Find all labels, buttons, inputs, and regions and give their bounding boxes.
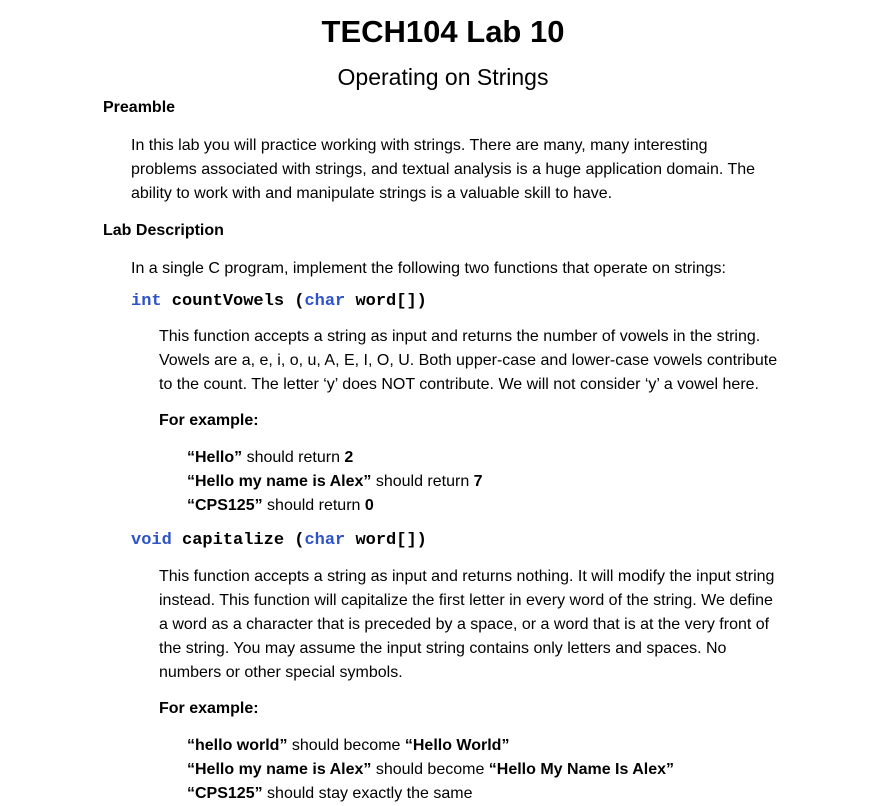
text-line: In this lab you will practice working with strings. There are many, many interesting xyxy=(131,137,708,154)
capitalize-example-heading: For example: xyxy=(159,700,259,717)
countvowels-description xyxy=(159,325,777,397)
document-title: TECH104 Lab 10 xyxy=(321,14,565,49)
text-line: the string. You may assume the input string contains only letters and spaces. No xyxy=(159,640,727,657)
text-line: to the count. The letter ‘y’ does NOT contribute. We will not consider ‘y’ a vowel here. xyxy=(159,376,759,393)
text-line: This function accepts a string as input and returns nothing. It will modify the input string xyxy=(159,568,775,585)
param-name: word[]) xyxy=(345,292,427,311)
capitalize-description xyxy=(159,565,774,685)
preamble-paragraph xyxy=(131,134,755,206)
param-name: word[]) xyxy=(345,531,427,550)
example-line: “Hello” should return 2 xyxy=(187,449,354,466)
param-type-keyword: char xyxy=(304,531,346,550)
type-keyword: int xyxy=(131,292,162,311)
text-line: problems associated with strings, and textual analysis is a huge application domain. The xyxy=(131,161,756,178)
function-signature-countvowels xyxy=(131,292,427,311)
countvowels-examples xyxy=(187,446,483,518)
text-line: Vowels are a, e, i, o, u, A, E, I, O, U. Both upper-case and lower-case vowels contribute xyxy=(159,352,778,369)
text-line: numbers or other special symbols. xyxy=(159,664,403,681)
countvowels-example-heading: For example: xyxy=(159,412,259,429)
preamble-heading: Preamble xyxy=(103,99,176,116)
example-line: “Hello my name is Alex” should return 7 xyxy=(187,473,483,490)
lab-description-intro: In a single C program, implement the following two functions that operate on strings: xyxy=(131,260,726,277)
example-line: “CPS125” should stay exactly the same xyxy=(187,785,473,802)
example-line: “CPS125” should return 0 xyxy=(187,497,374,514)
text-line: This function accepts a string as input and returns the number of vowels in the string. xyxy=(159,328,761,345)
document-subtitle: Operating on Strings xyxy=(337,64,549,90)
capitalize-examples xyxy=(187,734,674,806)
lab-description-heading: Lab Description xyxy=(103,222,224,239)
type-keyword: void xyxy=(131,531,172,550)
text-line: ability to work with and manipulate strings is a valuable skill to have. xyxy=(131,185,613,202)
function-name: countVowels ( xyxy=(161,292,305,311)
function-signature-capitalize xyxy=(131,531,427,550)
example-line: “Hello my name is Alex” should become “Hello My Name Is Alex” xyxy=(187,761,675,778)
text-line: a word as a character that is preceded by a space, or a word that is at the very front of xyxy=(159,616,770,633)
example-line: “hello world” should become “Hello World” xyxy=(187,737,510,754)
function-name: capitalize ( xyxy=(171,531,305,550)
text-line: instead. This function will capitalize the first letter in every word of the string. We define xyxy=(159,592,773,609)
param-type-keyword: char xyxy=(304,292,346,311)
